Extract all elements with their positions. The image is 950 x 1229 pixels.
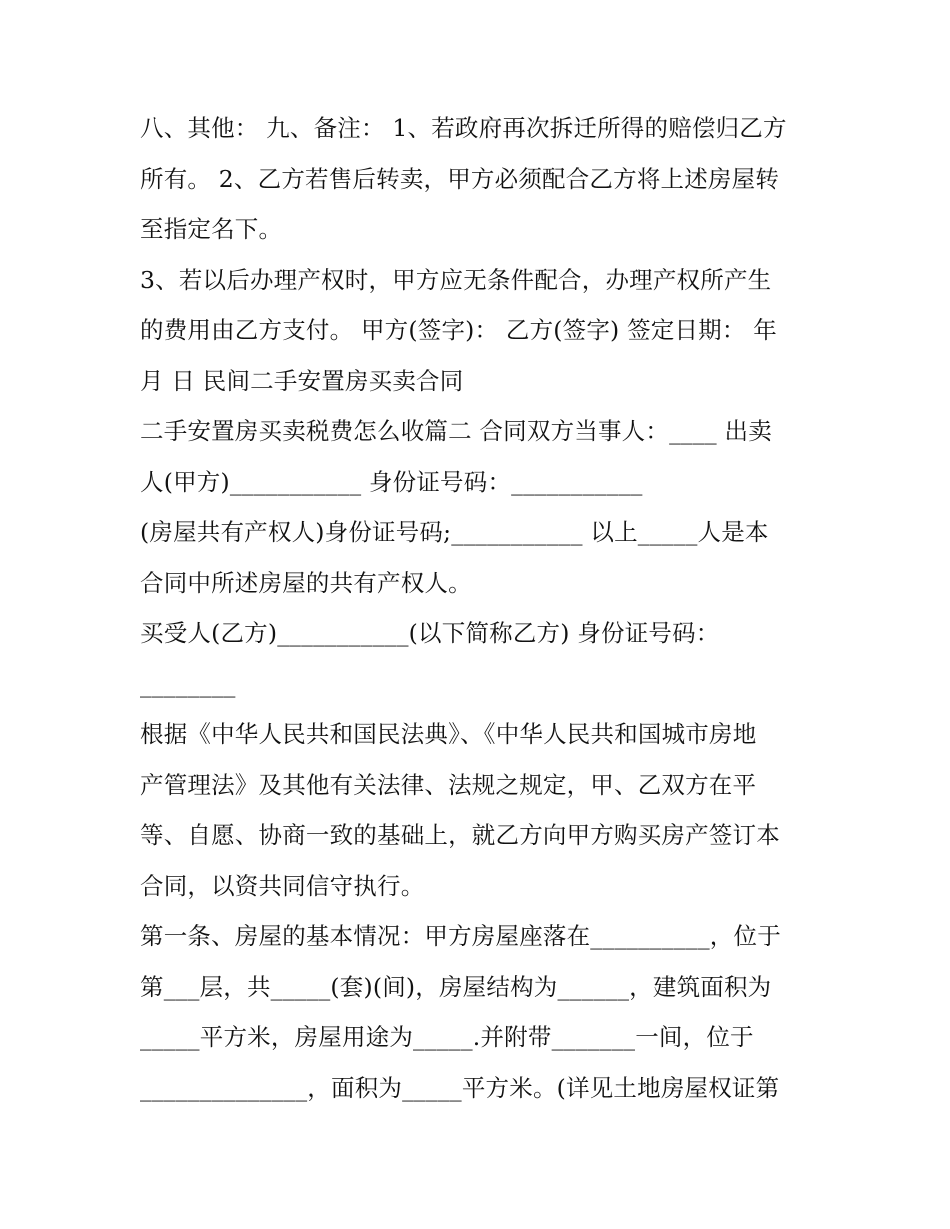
text-line: 3、若以后办理产权时，甲方应无条件配合，办理产权所产生	[140, 265, 772, 294]
text-line: 所有。 2、乙方若售后转卖，甲方必须配合乙方将上述房屋转	[140, 164, 780, 193]
text-line: 根据《中华人民共和国民法典》、《中华人民共和国城市房地	[140, 720, 757, 748]
text-line: 八、其他： 九、备注： 1、若政府再次拆迁所得的赔偿归乙方	[140, 114, 787, 142]
text-line: 等、自愿、协商一致的基础上，就乙方向甲方购买房产签订本	[140, 821, 780, 849]
text-line: 第___层，共_____(套)(间)，房屋结构为______，建筑面积为	[140, 972, 772, 1001]
text-line: ______________，面积为_____平方米。(详见土地房屋权证第	[140, 1073, 780, 1102]
text-line: (房屋共有产权人)身份证号码;___________ 以上_____人是本	[140, 518, 769, 546]
text-line: 买受人(乙方)___________(以下简称乙方) 身份证号码：	[140, 619, 720, 647]
text-line: 人(甲方)___________ 身份证号码：___________	[140, 467, 643, 496]
text-line: 至指定名下。	[140, 215, 283, 243]
text-line: 合同，以资共同信守执行。	[140, 871, 425, 900]
document-body	[140, 103, 820, 1113]
text-line: 月 日 民间二手安置房买卖合同	[140, 366, 464, 395]
text-line: 第一条、房屋的基本情况：甲方房屋座落在__________，位于	[140, 922, 781, 950]
text-line: _____平方米，房屋用途为_____.并附带_______一间，位于	[140, 1023, 754, 1051]
text-line: 二手安置房买卖税费怎么收篇二 合同双方当事人：____ 出卖	[140, 417, 772, 445]
text-line: 产管理法》及其他有关法律、法规之规定，甲、乙双方在平	[140, 770, 757, 799]
text-line: ________	[140, 669, 236, 698]
text-line: 的费用由乙方支付。 甲方(签字)： 乙方(签字) 签定日期： 年	[140, 316, 777, 344]
text-line: 合同中所述房屋的共有产权人。	[140, 568, 472, 597]
